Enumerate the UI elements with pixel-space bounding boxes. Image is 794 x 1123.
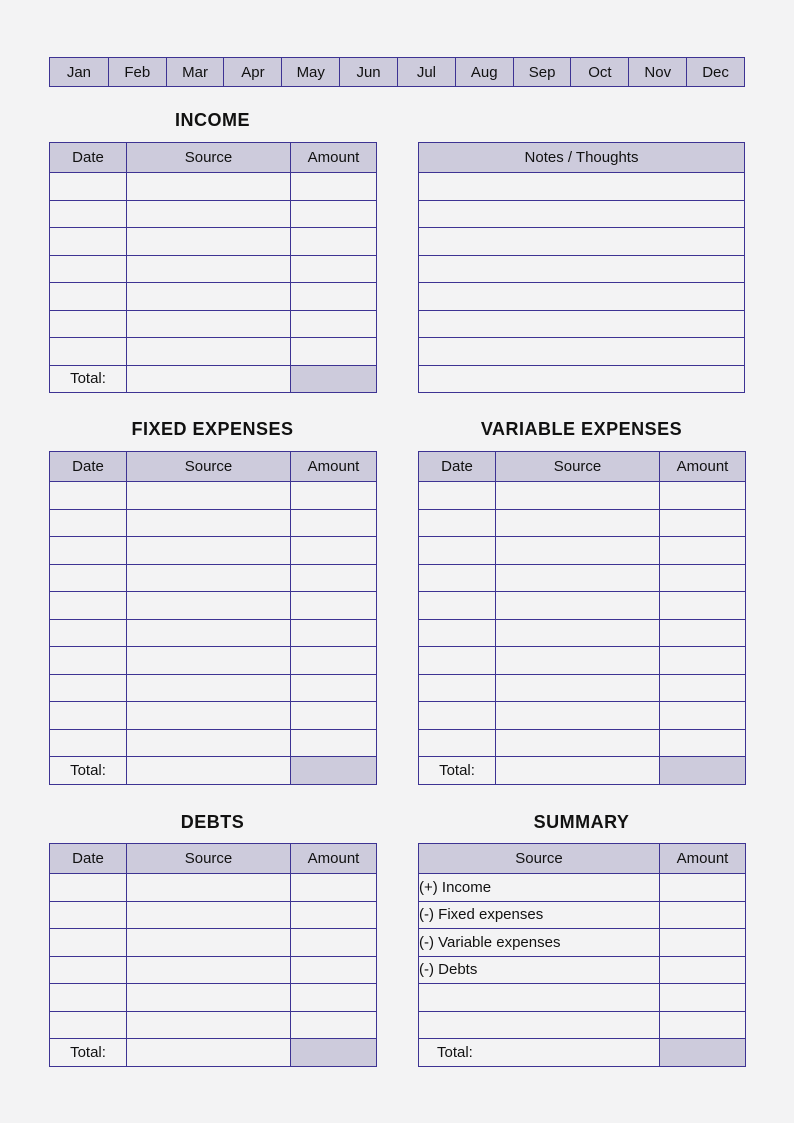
income-header-amount: Amount xyxy=(291,143,377,173)
fixed-total-row xyxy=(50,757,377,785)
table-row xyxy=(419,537,746,565)
table-row xyxy=(419,729,746,757)
debts-total-amount[interactable] xyxy=(291,1039,377,1067)
table-row xyxy=(50,228,377,256)
fixed-total-label: Total: xyxy=(50,757,127,785)
variable-total-row xyxy=(419,757,746,785)
month-nov[interactable]: Nov xyxy=(628,58,686,86)
month-mar[interactable]: Mar xyxy=(166,58,224,86)
table-row xyxy=(50,509,377,537)
variable-title: VARIABLE EXPENSES xyxy=(480,419,683,439)
table-row xyxy=(419,173,745,201)
table-row xyxy=(50,647,377,675)
table-row xyxy=(50,310,377,338)
summary-total-row xyxy=(419,1039,746,1067)
table-row xyxy=(50,592,377,620)
summary-row-variable xyxy=(419,929,746,957)
table-row xyxy=(50,283,377,311)
variable-header-amount: Amount xyxy=(660,452,746,482)
summary-label-debts: (-) Debts xyxy=(419,956,660,984)
table-row xyxy=(419,228,745,256)
table-row xyxy=(50,729,377,757)
table-row xyxy=(419,200,745,228)
month-jul[interactable]: Jul xyxy=(397,58,455,86)
income-header-source: Source xyxy=(127,143,291,173)
summary-row-debts xyxy=(419,956,746,984)
summary-row-fixed xyxy=(419,901,746,929)
table-row xyxy=(419,509,746,537)
summary-title: SUMMARY xyxy=(533,812,630,832)
month-aug[interactable]: Aug xyxy=(455,58,513,86)
summary-header-source: Source xyxy=(419,844,660,874)
income-total-label: Total: xyxy=(50,365,127,393)
table-row xyxy=(419,482,746,510)
variable-header-source: Source xyxy=(496,452,660,482)
table-row xyxy=(50,200,377,228)
table-row xyxy=(419,564,746,592)
month-may[interactable]: May xyxy=(281,58,339,86)
table-row xyxy=(419,310,745,338)
month-oct[interactable]: Oct xyxy=(570,58,628,86)
debts-header-date: Date xyxy=(50,844,127,874)
table-row xyxy=(50,338,377,366)
income-title: INCOME xyxy=(175,110,250,130)
month-jun[interactable]: Jun xyxy=(339,58,397,86)
table-row xyxy=(50,173,377,201)
table-row xyxy=(50,1011,377,1039)
summary-total-label: Total: xyxy=(419,1039,660,1067)
table-row xyxy=(50,537,377,565)
table-row xyxy=(50,956,377,984)
debts-total-label: Total: xyxy=(50,1039,127,1067)
table-row xyxy=(419,592,746,620)
table-row xyxy=(50,702,377,730)
month-apr[interactable]: Apr xyxy=(223,58,281,86)
month-dec[interactable]: Dec xyxy=(686,58,744,86)
notes-table xyxy=(418,142,745,393)
table-row xyxy=(50,874,377,902)
fixed-title: FIXED EXPENSES xyxy=(131,419,294,439)
notes-header: Notes / Thoughts xyxy=(419,143,745,173)
debts-total-row xyxy=(50,1039,377,1067)
month-selector xyxy=(49,57,745,87)
debts-header-source: Source xyxy=(127,844,291,874)
summary-label-variable: (-) Variable expenses xyxy=(419,929,660,957)
table-row xyxy=(50,482,377,510)
fixed-total-amount[interactable] xyxy=(291,757,377,785)
income-total-amount[interactable] xyxy=(291,365,377,393)
table-row xyxy=(419,984,746,1012)
income-total-row xyxy=(50,365,377,393)
month-jan[interactable]: Jan xyxy=(66,63,91,81)
summary-header-amount: Amount xyxy=(660,844,746,874)
table-row xyxy=(419,1011,746,1039)
table-row xyxy=(50,619,377,647)
table-row xyxy=(419,365,745,393)
summary-table xyxy=(418,843,746,1067)
income-header-date: Date xyxy=(50,143,127,173)
summary-label-income: (+) Income xyxy=(419,874,660,902)
variable-total-label: Total: xyxy=(419,757,496,785)
table-row xyxy=(419,283,745,311)
table-row xyxy=(419,647,746,675)
debts-header-amount: Amount xyxy=(291,844,377,874)
table-row xyxy=(50,255,377,283)
table-row xyxy=(50,564,377,592)
month-sep[interactable]: Sep xyxy=(513,58,571,86)
table-row xyxy=(50,901,377,929)
table-row xyxy=(419,619,746,647)
variable-header-date: Date xyxy=(419,452,496,482)
table-row xyxy=(50,929,377,957)
fixed-header-amount: Amount xyxy=(291,452,377,482)
variable-total-amount[interactable] xyxy=(660,757,746,785)
table-row xyxy=(50,674,377,702)
summary-label-fixed: (-) Fixed expenses xyxy=(419,901,660,929)
table-row xyxy=(50,984,377,1012)
fixed-header-source: Source xyxy=(127,452,291,482)
fixed-header-date: Date xyxy=(50,452,127,482)
summary-total-amount[interactable] xyxy=(660,1039,746,1067)
table-row xyxy=(419,255,745,283)
variable-table xyxy=(418,451,746,785)
debts-table xyxy=(49,843,377,1067)
table-row xyxy=(419,338,745,366)
month-feb[interactable]: Feb xyxy=(108,58,166,86)
table-row xyxy=(419,702,746,730)
fixed-table xyxy=(49,451,377,785)
table-row xyxy=(419,674,746,702)
income-table xyxy=(49,142,377,393)
summary-row-income xyxy=(419,874,746,902)
debts-title: DEBTS xyxy=(180,812,245,832)
